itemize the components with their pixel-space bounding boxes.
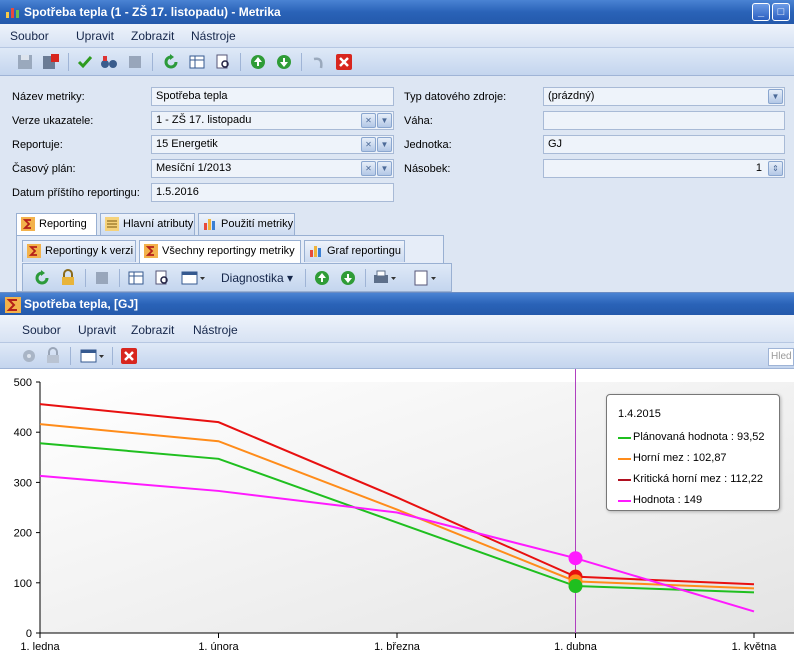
multiplier-value: 1 — [755, 162, 762, 174]
table-icon[interactable] — [127, 269, 145, 287]
checkmark-icon[interactable] — [76, 53, 94, 71]
arrow-up-icon[interactable] — [249, 53, 267, 71]
subtab-reporting-chart-label: Graf reportingu — [327, 245, 401, 257]
sigma-icon — [21, 217, 35, 231]
chevron-down-icon[interactable]: ▼ — [377, 161, 392, 176]
menu-upravit[interactable]: Upravit — [78, 323, 117, 337]
chart-window-title: Spotřeba tepla, [GJ] — [24, 297, 139, 311]
sigma-icon — [27, 244, 41, 258]
x-tick-label: 1. ledna — [20, 641, 60, 653]
indicator-version-label: Verze ukazatele: — [12, 115, 94, 127]
menu-soubor[interactable]: Soubor — [22, 323, 61, 337]
multiplier-stepper[interactable] — [543, 159, 785, 178]
subtab-reporting-chart[interactable] — [304, 240, 405, 262]
lock-icon[interactable] — [59, 269, 77, 287]
stepper-icon[interactable]: ⇕ — [768, 161, 783, 176]
tools-dropdown-icon[interactable] — [413, 269, 439, 287]
x-tick-label: 1. dubna — [554, 641, 597, 653]
arrow-up-icon[interactable] — [313, 269, 331, 287]
tooltip-row-label: Hodnota : 149 — [633, 494, 703, 506]
clear-icon[interactable]: ✕ — [361, 161, 376, 176]
tab-metric-usage-label: Použití metriky — [221, 218, 294, 230]
arrow-down-icon[interactable] — [339, 269, 357, 287]
menu-soubor[interactable]: Soubor — [10, 29, 49, 43]
copy-icon[interactable] — [93, 269, 111, 287]
chart-menubar — [0, 315, 794, 343]
metric-toolbar — [0, 48, 794, 76]
y-tick-label: 200 — [13, 527, 32, 540]
indicator-version-select[interactable] — [151, 111, 394, 130]
close-icon[interactable] — [335, 53, 353, 71]
undo-icon[interactable] — [309, 53, 327, 71]
diagnostics-label: Diagnostika — [221, 271, 284, 285]
metric-window — [0, 0, 794, 292]
unit-label: Jednotka: — [404, 139, 452, 151]
multiplier-label: Násobek: — [404, 163, 451, 175]
metric-name-label: Název metriky: — [12, 91, 85, 103]
menu-nastroje[interactable]: Nástroje — [193, 323, 238, 337]
source-type-select[interactable] — [543, 87, 785, 106]
view-dropdown-icon[interactable] — [80, 347, 106, 365]
chevron-down-icon[interactable]: ▼ — [377, 137, 392, 152]
chart-window-titlebar — [0, 293, 794, 315]
indicator-version-value: 1 - ZŠ 17. listopadu — [156, 114, 252, 126]
chart-toolbar — [0, 343, 794, 369]
lock-icon[interactable] — [44, 347, 62, 365]
metric-menubar — [0, 24, 794, 48]
sigma-icon — [144, 244, 158, 258]
diagnostics-dropdown[interactable]: Diagnostika ▾ — [221, 271, 294, 285]
view-dropdown-icon[interactable] — [181, 269, 207, 287]
time-plan-select[interactable] — [151, 159, 394, 178]
tooltip-date: 1.4.2015 — [618, 408, 661, 420]
x-tick-label: 1. května — [731, 641, 777, 653]
tooltip-row-label: Plánovaná hodnota : 93,52 — [633, 431, 765, 443]
y-tick-label: 400 — [13, 427, 32, 440]
next-report-label: Datum příštího reportingu: — [12, 187, 140, 199]
x-tick-label: 1. března — [374, 641, 420, 653]
reporting-subtabs — [22, 240, 422, 262]
legend-swatch — [618, 479, 631, 481]
weight-field[interactable] — [543, 111, 785, 130]
highlight-point — [569, 551, 583, 565]
time-plan-value: Mesíční 1/2013 — [156, 162, 232, 174]
maximize-button[interactable]: □ — [772, 3, 790, 21]
tab-main-attributes[interactable] — [100, 213, 195, 235]
y-tick-label: 0 — [25, 628, 32, 640]
list-icon — [105, 217, 119, 231]
subtab-version-reportings-label: Reportingy k verzi — [45, 245, 134, 257]
metric-window-titlebar — [0, 0, 794, 24]
chart-tooltip — [606, 394, 780, 511]
y-axis — [14, 377, 40, 640]
clear-icon[interactable]: ✕ — [361, 113, 376, 128]
source-type-value: (prázdný) — [548, 90, 595, 102]
metric-app-icon — [5, 4, 21, 20]
refresh-icon[interactable] — [33, 269, 51, 287]
binoculars-icon[interactable] — [100, 53, 118, 71]
search-input[interactable] — [768, 348, 794, 366]
metric-tabs — [16, 213, 396, 235]
print-dropdown-icon[interactable] — [373, 269, 399, 287]
chart-window — [0, 292, 794, 656]
legend-swatch — [618, 437, 631, 439]
settings-icon[interactable] — [20, 347, 38, 365]
subtab-all-reportings[interactable] — [139, 240, 301, 263]
x-tick-label: 1. února — [198, 641, 239, 653]
weight-label: Váha: — [404, 115, 433, 127]
legend-swatch — [618, 458, 631, 460]
source-type-label: Typ datového zdroje: — [404, 91, 507, 103]
tab-reporting-label: Reporting — [39, 218, 87, 230]
minimize-button[interactable]: _ — [752, 3, 770, 21]
y-tick-label: 300 — [13, 477, 32, 490]
menu-nastroje[interactable]: Nástroje — [191, 29, 236, 43]
y-tick-label: 500 — [13, 377, 32, 389]
reporting-select[interactable] — [151, 135, 394, 154]
clear-icon[interactable]: ✕ — [361, 137, 376, 152]
reporting-toolbar — [22, 263, 452, 292]
tooltip-row-label: Kritická horní mez : 112,22 — [633, 473, 764, 485]
tab-metric-usage[interactable] — [198, 213, 295, 235]
tooltip-row-label: Horní mez : 102,87 — [633, 452, 727, 464]
reporting-value: 15 Energetik — [156, 138, 218, 150]
search-placeholder: Hled — [771, 351, 792, 362]
tab-reporting[interactable] — [16, 213, 97, 236]
subtab-version-reportings[interactable] — [22, 240, 136, 262]
chevron-down-icon[interactable]: ▼ — [768, 89, 783, 104]
tab-main-attributes-label: Hlavní atributy — [123, 218, 194, 230]
y-tick-label: 100 — [13, 577, 32, 590]
highlight-point — [569, 579, 583, 593]
chevron-down-icon[interactable]: ▼ — [377, 113, 392, 128]
unit-field[interactable]: GJ — [543, 135, 785, 154]
document-search-icon[interactable] — [153, 269, 171, 287]
metric-name-field[interactable]: Spotřeba tepla — [151, 87, 394, 106]
subtab-all-reportings-label: Všechny reportingy metriky — [162, 245, 295, 257]
time-plan-label: Časový plán: — [12, 163, 76, 175]
chart-icon — [203, 217, 217, 231]
document-search-icon[interactable] — [214, 53, 232, 71]
close-icon[interactable] — [120, 347, 138, 365]
next-report-field[interactable]: 1.5.2016 — [151, 183, 394, 202]
menu-zobrazit[interactable]: Zobrazit — [131, 29, 175, 43]
copy-icon[interactable] — [126, 53, 144, 71]
arrow-down-icon[interactable] — [275, 53, 293, 71]
refresh-icon[interactable] — [162, 53, 180, 71]
legend-swatch — [618, 500, 631, 502]
save-icon[interactable] — [16, 53, 34, 71]
save-close-icon[interactable] — [42, 53, 60, 71]
reporting-label: Reportuje: — [12, 139, 63, 151]
x-axis — [20, 633, 794, 653]
table-icon[interactable] — [188, 53, 206, 71]
menu-zobrazit[interactable]: Zobrazit — [131, 323, 175, 337]
sigma-icon — [5, 297, 21, 313]
chart-icon — [309, 244, 323, 258]
menu-upravit[interactable]: Upravit — [76, 29, 115, 43]
metric-window-title: Spotřeba tepla (1 - ZŠ 17. listopadu) - Metrika — [24, 5, 281, 19]
